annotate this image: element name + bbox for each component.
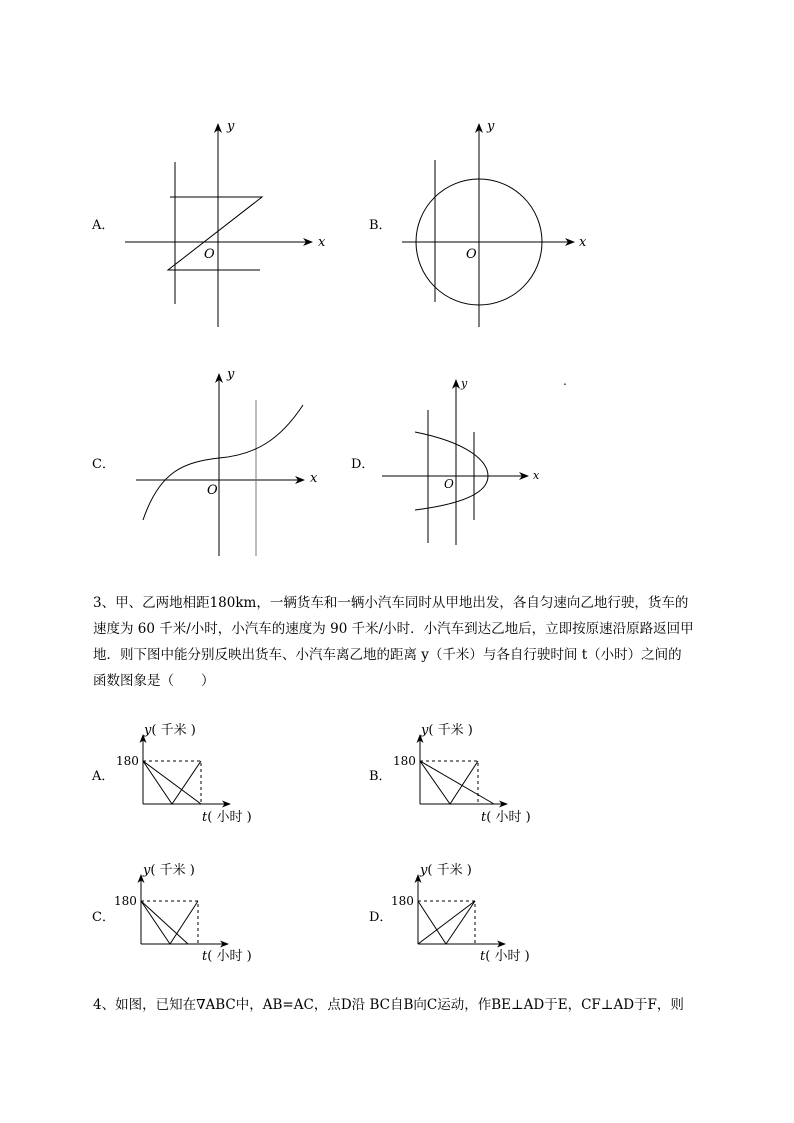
q2-option-c-label: C． xyxy=(92,457,115,472)
q3-b-x-label: t( 小时 ) xyxy=(481,810,531,825)
q3-d-180: 180 xyxy=(391,894,414,908)
q2-d-y-label: y xyxy=(461,377,468,390)
q3-graph-b xyxy=(420,735,507,804)
q2-c-x-label: x xyxy=(310,471,318,486)
q3-c-180: 180 xyxy=(114,894,137,908)
q3-a-x-label: t( 小时 ) xyxy=(202,810,252,825)
q2-d-origin: O xyxy=(444,477,454,491)
cubic-curve xyxy=(143,405,303,520)
q3-b-180: 180 xyxy=(393,754,416,768)
q3-option-b-label: B． xyxy=(369,769,392,784)
q3-option-d-label: D． xyxy=(369,910,393,925)
parabola-curve xyxy=(415,432,488,510)
q2-graph-b xyxy=(402,124,574,327)
q2-a-origin: O xyxy=(204,247,215,262)
q2-b-y-label: y xyxy=(487,119,495,134)
q4-stem xyxy=(93,992,753,1018)
truck-line xyxy=(141,901,188,944)
z-shape-curve xyxy=(168,197,262,270)
car-line xyxy=(141,901,198,944)
q2-option-b-label: B． xyxy=(369,218,392,233)
q3-a-180: 180 xyxy=(116,754,139,768)
q2-a-x-label: x xyxy=(318,235,326,250)
q3-d-x-label: t( 小时 ) xyxy=(480,949,530,964)
ascending-line-1 xyxy=(418,901,475,944)
q2-c-y-label: y xyxy=(227,367,235,382)
q3-line-1: 3、甲、乙两地相距180km，一辆货车和一辆小汽车同时从甲地出发，各自匀速向乙地行驶，货车的 xyxy=(93,595,689,611)
q3-option-c-label: C． xyxy=(92,910,115,925)
ascending-line-2 xyxy=(446,901,475,944)
q2-graph-d xyxy=(382,380,528,545)
q3-line-3: 地．则下图中能分别反映出货车、小汽车离乙地的距离 y（千米）与各自行驶时间 t（小时）之间的 xyxy=(93,647,682,663)
car-line xyxy=(420,761,478,804)
q2-graph-c xyxy=(136,374,304,556)
q3-line-4: 函数图象是（ ） xyxy=(93,673,215,689)
q3-option-a-label: A． xyxy=(92,769,115,784)
q2-a-y-label: y xyxy=(227,119,235,134)
q3-d-y-label: y( 千米 ) xyxy=(420,863,472,878)
q3-c-x-label: t( 小时 ) xyxy=(202,949,252,964)
q3-line-2: 速度为 60 千米/小时，小汽车的速度为 90 千米/小时．小汽车到达乙地后，立即按原速沿原路返回甲 xyxy=(93,621,694,637)
q3-graph-c xyxy=(141,875,228,944)
q2-option-d-label: D． xyxy=(351,457,375,472)
q4-line-1: 4、如图，已知在∇ABC中，AB=AC，点D沿 BC自B向C运动，作BE⊥AD于E，CF⊥AD于F，则 xyxy=(93,997,684,1013)
stray-dot: . xyxy=(563,374,567,388)
q2-d-x-label: x xyxy=(533,469,540,482)
descending-line xyxy=(418,901,446,944)
q3-graph-d xyxy=(418,875,505,944)
q3-c-y-label: y( 千米 ) xyxy=(143,863,195,878)
q2-option-a-label: A． xyxy=(92,218,115,233)
q2-c-origin: O xyxy=(207,483,218,498)
q3-b-y-label: y( 千米 ) xyxy=(421,723,473,738)
truck-line xyxy=(143,761,201,804)
q3-graphs xyxy=(0,700,794,980)
q3-graph-a xyxy=(143,735,230,804)
q3-stem xyxy=(93,590,733,694)
q3-a-y-label: y( 千米 ) xyxy=(144,723,196,738)
q2-graph-a xyxy=(125,124,312,327)
truck-line xyxy=(420,761,494,804)
q2-b-x-label: x xyxy=(579,235,587,250)
q2-b-origin: O xyxy=(466,247,477,262)
